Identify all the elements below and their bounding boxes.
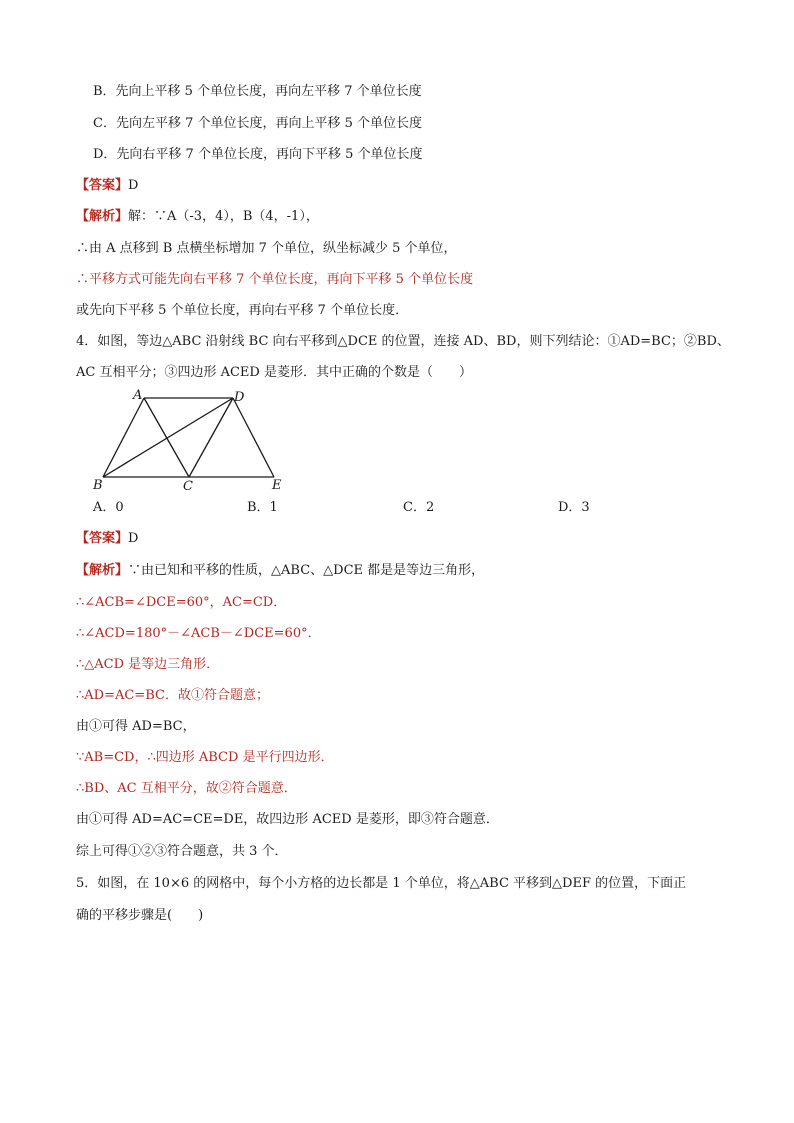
q4-option-a: A．0 bbox=[93, 500, 124, 515]
segment-dc bbox=[189, 398, 233, 477]
q4-analysis-line-10: 综上可得①②③符合题意，共 3 个． bbox=[76, 844, 288, 859]
q5-stem-line-1: 5．如图，在 10×6 的网格中，每个小方格的边长都是 1 个单位，将△ABC 平移到△DEF 的位置，下面正 bbox=[76, 876, 687, 891]
segment-de bbox=[233, 398, 274, 477]
q4-analysis-line-6: 由①可得 AD=BC， bbox=[76, 719, 196, 734]
answer-value: D bbox=[128, 178, 139, 193]
analysis-label: 【解析】 bbox=[76, 563, 129, 578]
analysis-text: ∵由已知和平移的性质，△ABC、△DCE 都是是等边三角形， bbox=[128, 563, 485, 578]
label-a: A bbox=[133, 388, 143, 403]
q4-analysis-line-4: ∴△ACD 是等边三角形． bbox=[76, 657, 220, 672]
q5-stem-line-2: 确的平移步骤是( ) bbox=[76, 908, 204, 923]
q3-analysis-line-3: ∴平移方式可能先向右平移 7 个单位长度，再向下平移 5 个单位长度 bbox=[76, 272, 474, 287]
q4-analysis-line-8: ∴BD、AC 互相平分，故②符合题意． bbox=[76, 781, 297, 796]
q3-option-d: D．先向右平移 7 个单位长度，再向下平移 5 个单位长度 bbox=[93, 147, 423, 162]
q4-option-b: B．1 bbox=[247, 500, 278, 515]
q4-analysis-line-9: 由①可得 AD=AC=CE=DE，故四边形 ACED 是菱形，即③符合题意． bbox=[76, 812, 499, 827]
rhombus-translation-figure bbox=[88, 385, 298, 495]
answer-value: D bbox=[128, 531, 139, 546]
q4-analysis-line-5: ∴AD=AC=BC．故①符合题意； bbox=[76, 688, 269, 703]
answer-label: 【答案】 bbox=[76, 178, 129, 193]
q4-analysis-line-2: ∴∠ACB=∠DCE=60°，AC=CD． bbox=[76, 595, 287, 610]
label-e: E bbox=[272, 478, 282, 493]
q3-analysis-line-4: 或先向下平移 5 个单位长度，再向右平移 7 个单位长度． bbox=[76, 303, 409, 318]
label-d: D bbox=[234, 390, 245, 405]
label-c: C bbox=[183, 479, 193, 494]
q4-option-d: D．3 bbox=[558, 500, 590, 515]
q4-stem-line-2: AC 互相平分；③四边形 ACED 是菱形．其中正确的个数是（ ） bbox=[76, 365, 472, 380]
q4-analysis-line-3: ∴∠ACD=180°－∠ACB－∠DCE=60°． bbox=[76, 626, 321, 641]
answer-label: 【答案】 bbox=[76, 531, 129, 546]
analysis-label: 【解析】 bbox=[76, 209, 129, 224]
q4-analysis-line-7: ∵AB=CD，∴四边形 ABCD 是平行四边形． bbox=[76, 750, 334, 765]
q4-analysis-line-1 bbox=[76, 562, 484, 580]
q3-answer-line bbox=[76, 177, 138, 195]
segment-ac bbox=[144, 398, 189, 477]
q3-option-b: B．先向上平移 5 个单位长度，再向左平移 7 个单位长度 bbox=[93, 84, 422, 99]
q4-stem-line-1: 4．如图，等边△ABC 沿射线 BC 向右平移到△DCE 的位置，连接 AD、BD，则下列结论：①AD=BC；②BD、 bbox=[76, 334, 730, 349]
q3-analysis-line-1 bbox=[76, 208, 319, 226]
analysis-text: 解：∵A（-3，4），B（4，-1）， bbox=[128, 209, 319, 224]
label-b: B bbox=[93, 478, 103, 493]
segment-bd bbox=[103, 398, 233, 477]
q3-option-c: C．先向左平移 7 个单位长度，再向上平移 5 个单位长度 bbox=[93, 116, 423, 131]
q4-option-c: C．2 bbox=[403, 500, 435, 515]
q3-analysis-line-2: ∴由 A 点移到 B 点横坐标增加 7 个单位，纵坐标减少 5 个单位， bbox=[76, 241, 457, 256]
q4-answer-line bbox=[76, 530, 138, 548]
